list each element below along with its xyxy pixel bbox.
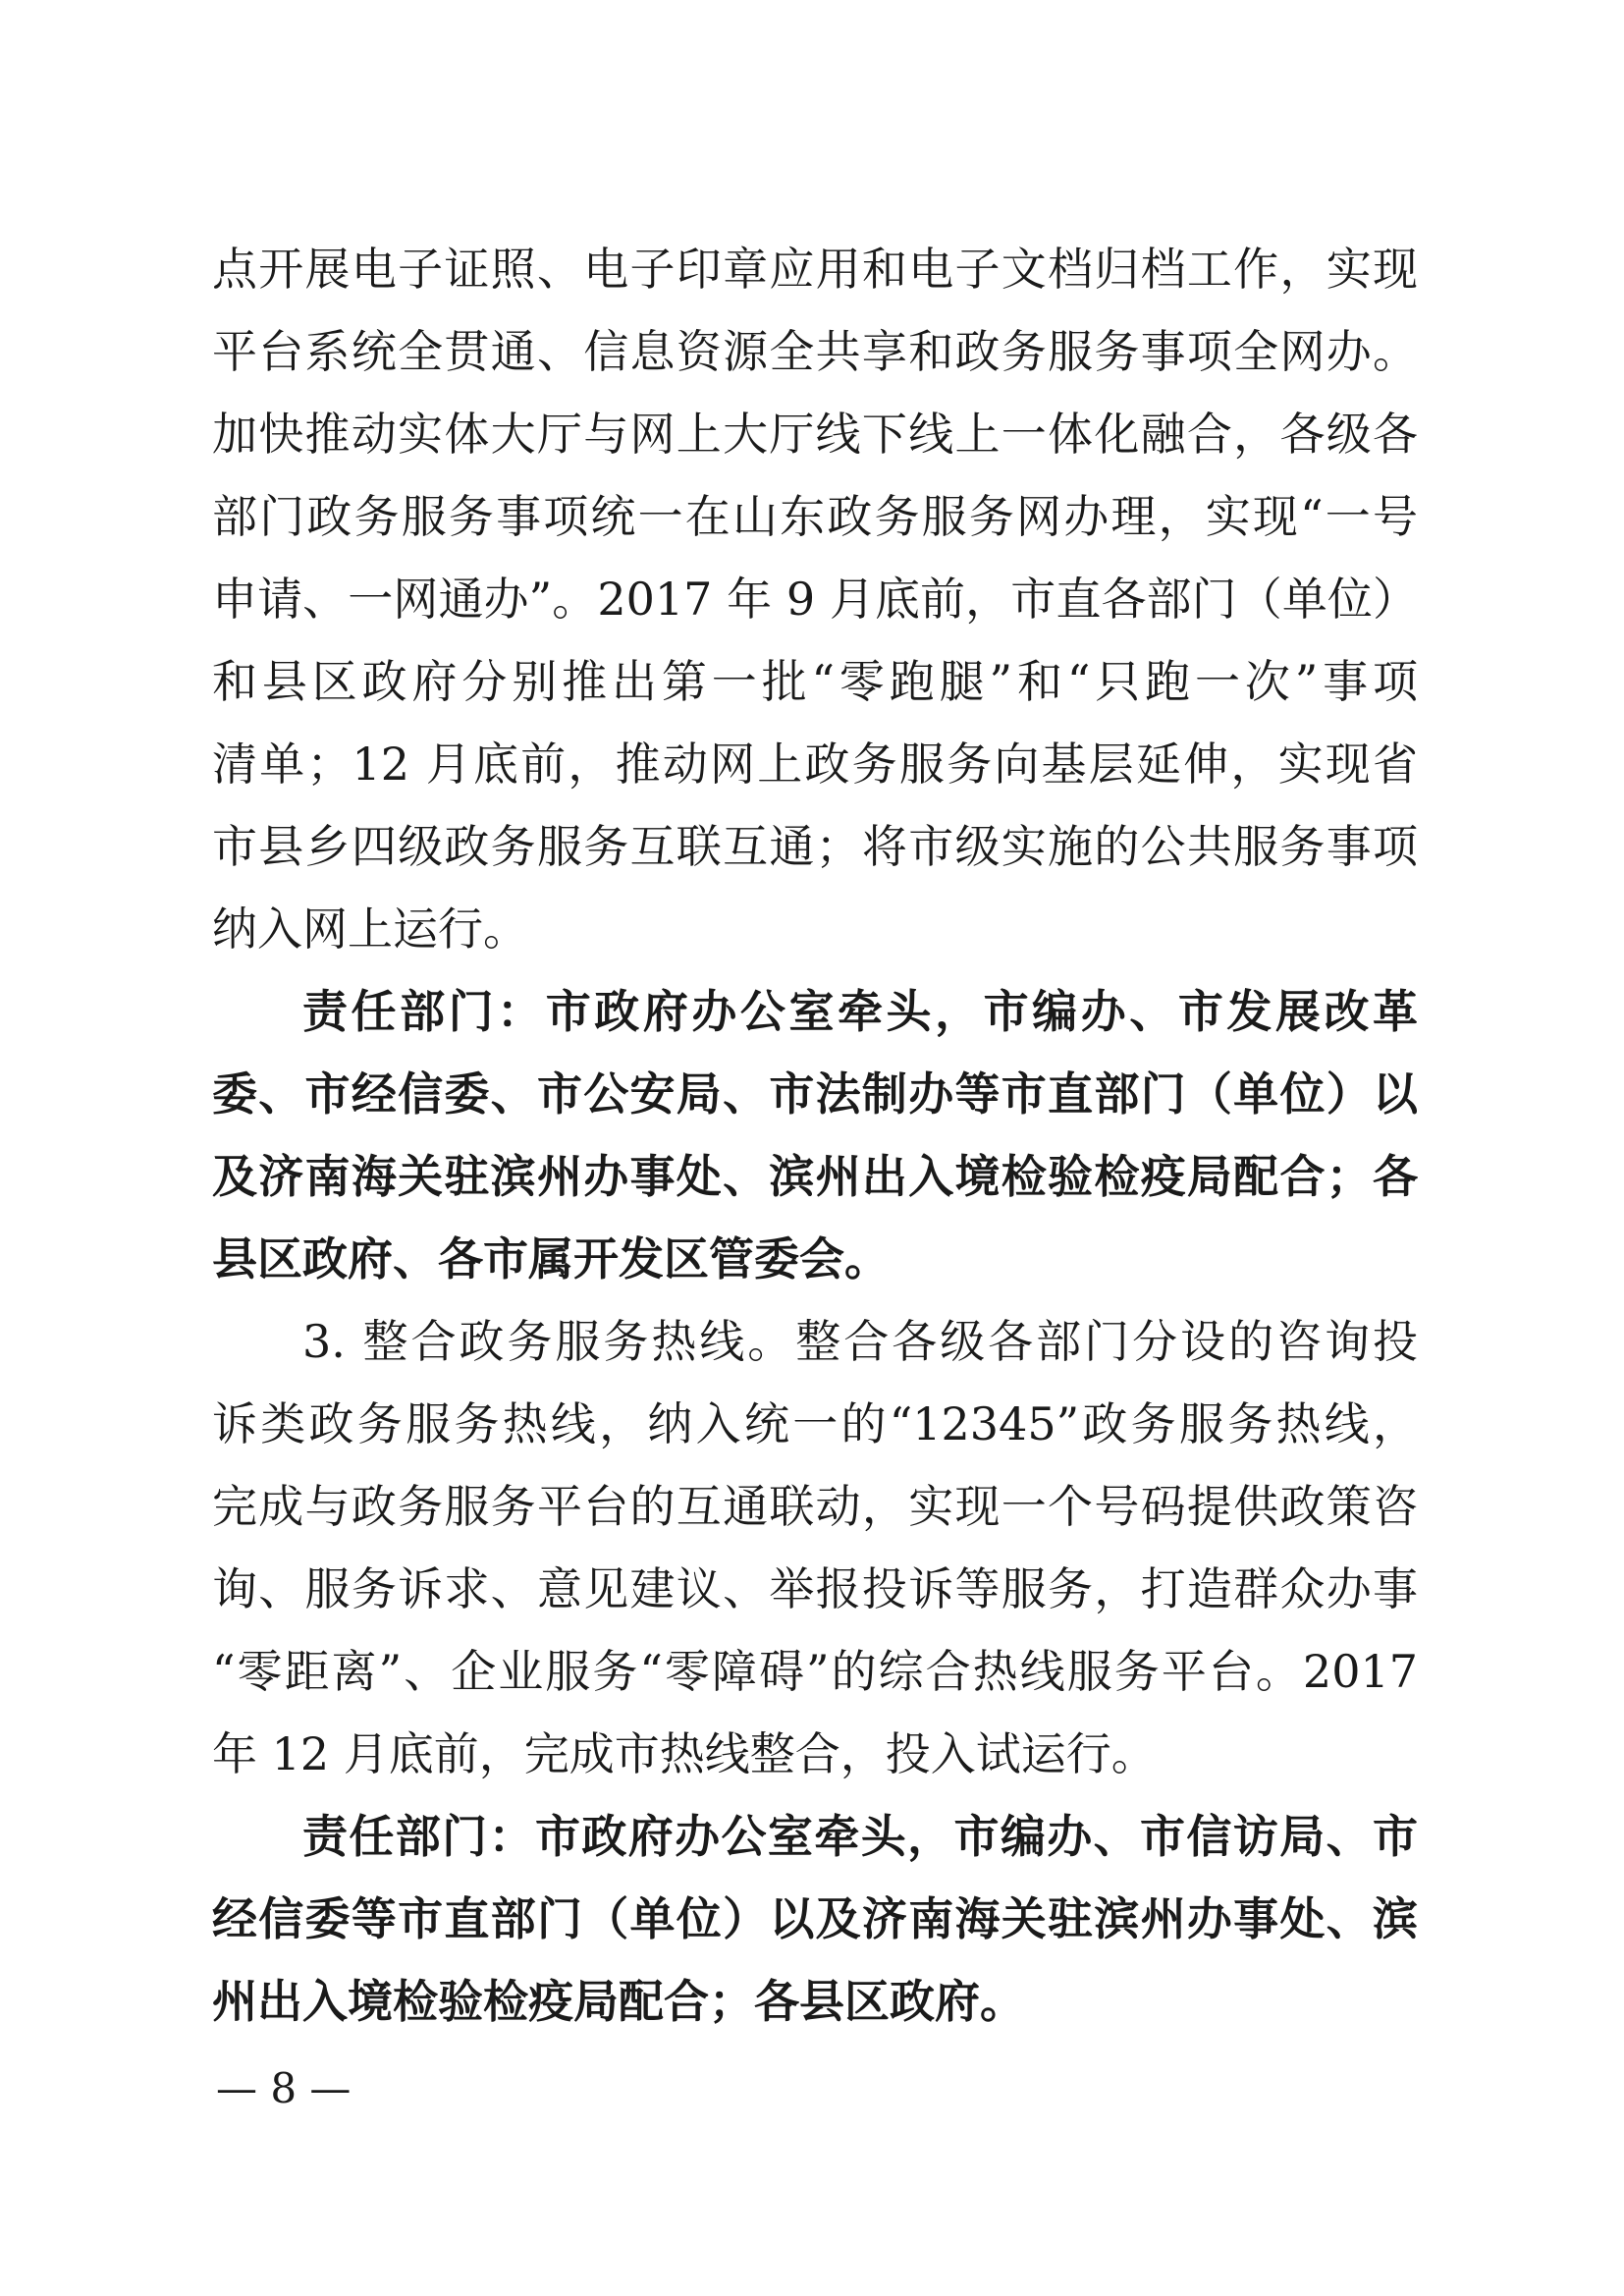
page-number: — 8 — <box>216 2064 352 2112</box>
paragraph-line: 询、服务诉求、意见建议、举报投诉等服务，打造群众办事 <box>212 1562 1418 1615</box>
paragraph-line: 年 12 月底前，完成市热线整合，投入试运行。 <box>212 1727 1157 1780</box>
responsible-dept-line: 责任部门：市政府办公室牵头，市编办、市信访局、市 <box>302 1810 1418 1863</box>
responsible-dept-line: 州出入境检验检疫局配合；各县区政府。 <box>212 1975 1025 2028</box>
responsible-dept-line: 经信委等市直部门（单位）以及济南海关驻滨州办事处、滨 <box>212 1892 1418 1945</box>
paragraph-line: “零距离”、企业服务“零障碍”的综合热线服务平台。2017 <box>212 1645 1418 1698</box>
paragraph-line: 清单；12 月底前，推动网上政务服务向基层延伸，实现省 <box>212 738 1418 791</box>
responsible-dept-line: 委、市经信委、市公安局、市法制办等市直部门（单位）以 <box>212 1067 1418 1121</box>
responsible-dept-line: 及济南海关驻滨州办事处、滨州出入境检验检疫局配合；各 <box>212 1150 1418 1203</box>
paragraph-line: 市县乡四级政务服务互联互通；将市级实施的公共服务事项 <box>212 820 1418 873</box>
paragraph-line: 加快推动实体大厅与网上大厅线下线上一体化融合，各级各 <box>212 408 1418 461</box>
paragraph-line: 和县区政府分别推出第一批“零跑腿”和“只跑一次”事项 <box>212 655 1418 708</box>
responsible-dept-line: 县区政府、各市属开发区管委会。 <box>212 1232 890 1285</box>
paragraph-line: 点开展电子证照、电子印章应用和电子文档归档工作，实现 <box>212 243 1418 296</box>
section-heading-line: 3. 整合政务服务热线。整合各级各部门分设的咨询投 <box>302 1315 1418 1368</box>
paragraph-line: 完成与政务服务平台的互通联动，实现一个号码提供政策咨 <box>212 1480 1418 1533</box>
paragraph-line: 平台系统全贯通、信息资源全共享和政务服务事项全网办。 <box>212 325 1418 378</box>
responsible-dept-line: 责任部门：市政府办公室牵头，市编办、市发展改革 <box>302 985 1418 1038</box>
paragraph-line: 纳入网上运行。 <box>212 902 528 956</box>
paragraph-line: 部门政务服务事项统一在山东政务服务网办理，实现“一号 <box>212 490 1418 543</box>
paragraph-line: 申请、一网通办”。2017 年 9 月底前，市直各部门（单位） <box>212 573 1418 626</box>
paragraph-line: 诉类政务服务热线，纳入统一的“12345”政务服务热线， <box>212 1397 1418 1450</box>
